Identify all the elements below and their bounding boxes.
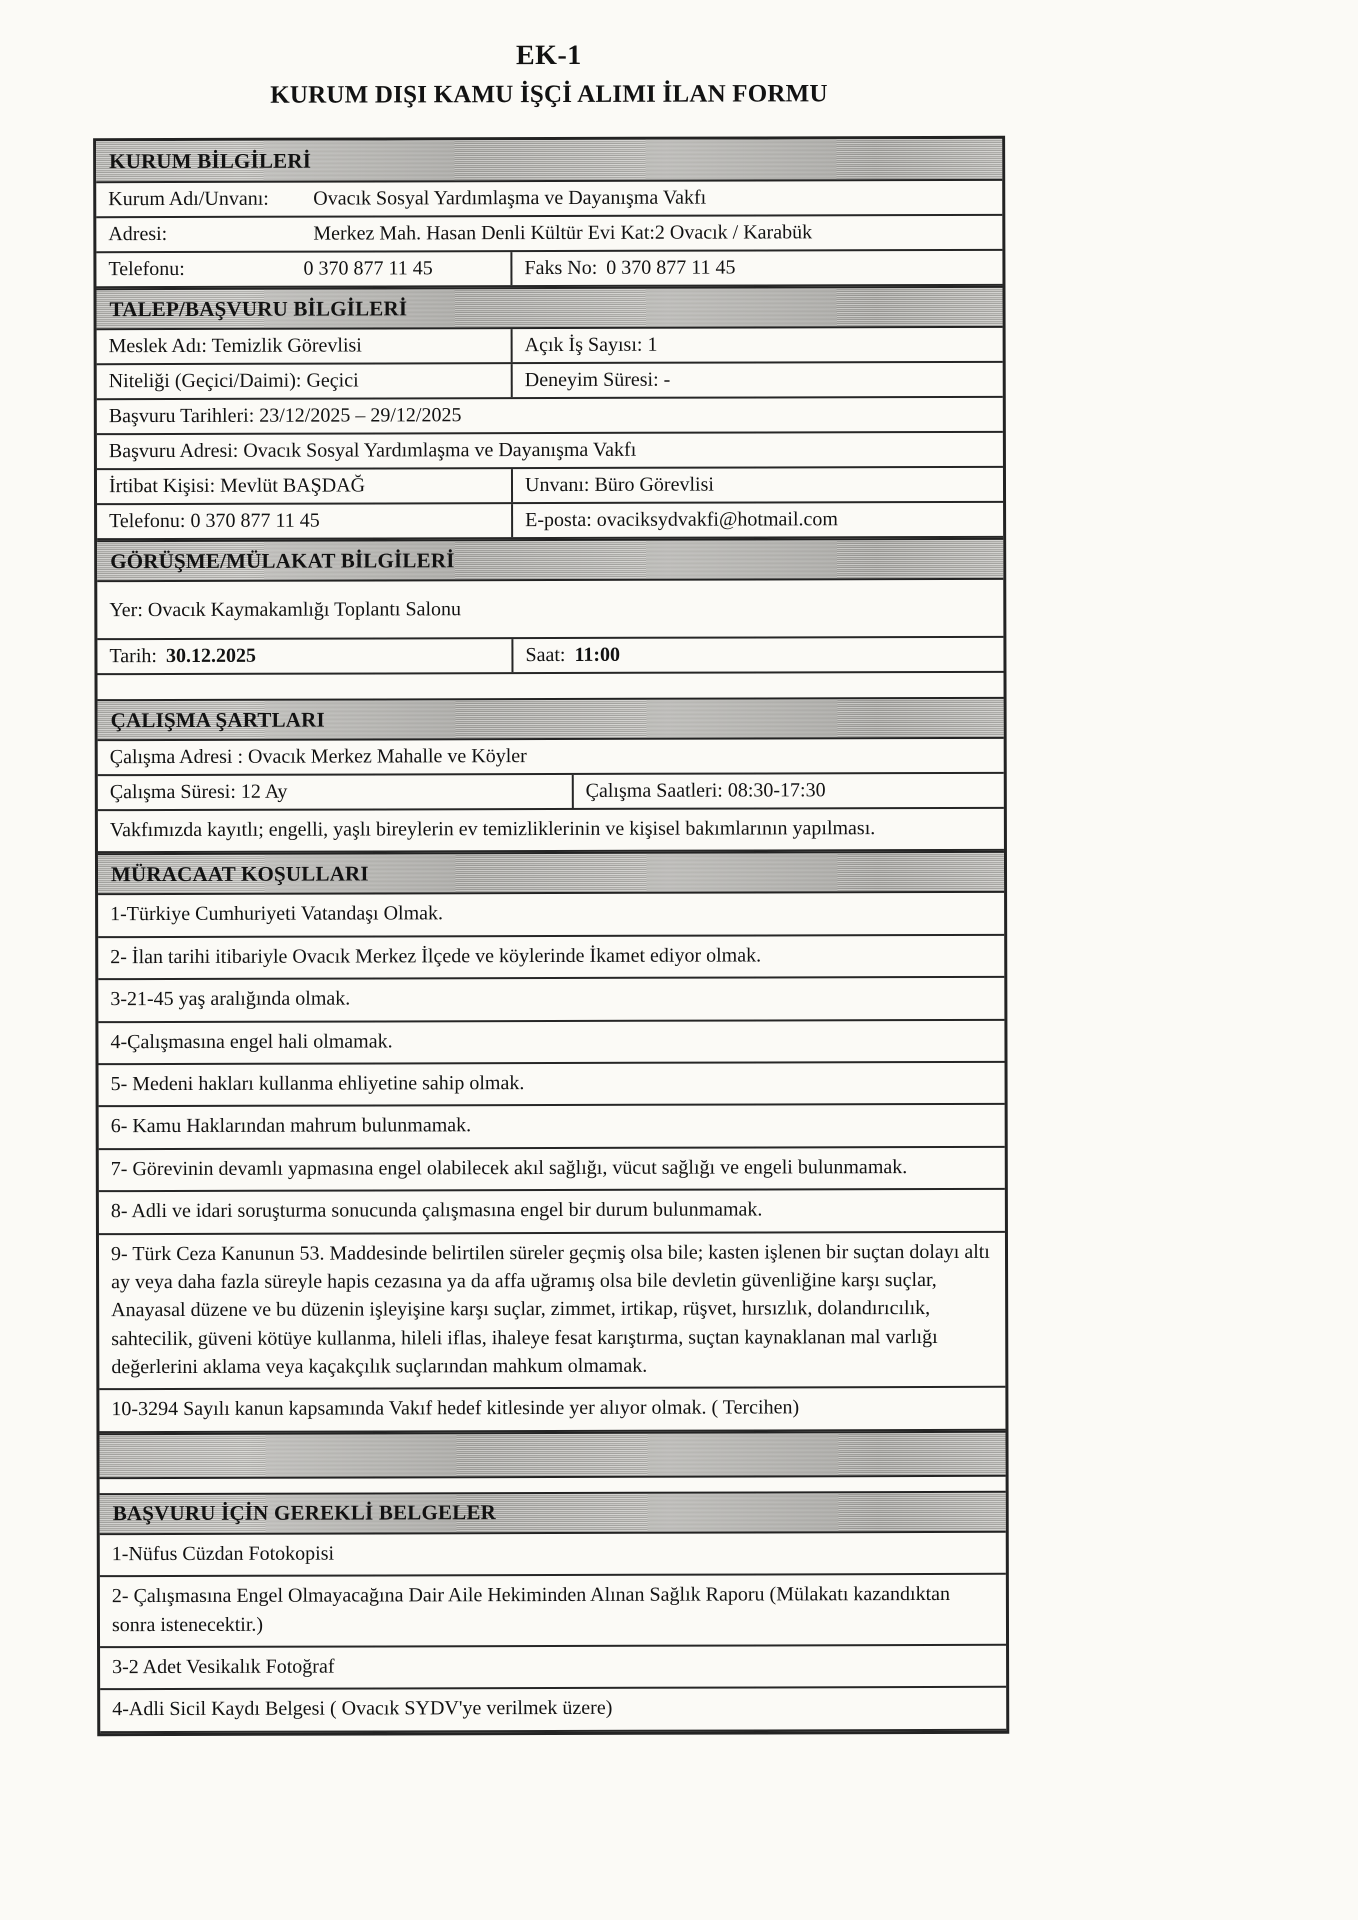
field-label: Faks No:: [524, 256, 598, 280]
list-item-text: 2- Çalışmasına Engel Olmayacağına Dair Aile Hekiminden Alınan Sağlık Raporu (Mülakatı kazandıktan sonra istenecektir.): [111, 1583, 951, 1636]
field-text: E-posta: ovaciksydvakfi@hotmail.com: [525, 508, 838, 532]
document-item-2: [100, 1575, 1006, 1648]
recruitment-form: [93, 0, 1010, 1736]
list-item-text: 4-Adli Sicil Kaydı Belgesi ( Ovacık SYDV'ye verilmek üzere): [112, 1697, 613, 1721]
document-item-1: [100, 1533, 1006, 1578]
row-meslek-acikis: [97, 328, 1003, 365]
row-telefon-faks: [96, 251, 1002, 288]
field-value: Merkez Mah. Hasan Denli Kültür Evi Kat:2 Ovacık / Karabük: [313, 221, 813, 245]
list-item-3: [98, 978, 1004, 1023]
row-nitelik-deneyim: [97, 363, 1003, 400]
section-header-gerekli-belgeler: [100, 1491, 1006, 1535]
row-is-tanimi: [98, 809, 1004, 854]
list-item-10: [99, 1388, 1005, 1433]
field-text: Başvuru Tarihleri: 23/12/2025 – 29/12/2025: [108, 404, 462, 428]
list-item-7: [99, 1148, 1005, 1193]
list-item-1: [98, 893, 1004, 938]
field-text: Meslek Adı: Temizlik Görevlisi: [108, 334, 362, 358]
field-text: Niteliği (Geçici/Daimi): Geçici: [108, 369, 359, 393]
field-text: Açık İş Sayısı: 1: [524, 333, 658, 357]
section-header-label: KURUM BİLGİLERİ: [109, 148, 312, 173]
field-label: Kurum Adı/Unvanı:: [108, 187, 269, 211]
field-value: 0 370 877 11 45: [303, 257, 433, 280]
row-telefon-eposta: [97, 503, 1003, 540]
section-header-label: TALEP/BAŞVURU BİLGİLERİ: [109, 295, 408, 321]
document-item-3: [100, 1646, 1006, 1691]
list-item-text: 4-Çalışmasına engel hali olmamak.: [110, 1029, 393, 1053]
field-text: İrtibat Kişisi: Mevlüt BAŞDAĞ: [108, 474, 366, 498]
cell-deneyim: [511, 363, 1003, 397]
field-text: Telefonu: 0 370 877 11 45: [109, 509, 320, 533]
field-text: Çalışma Süresi: 12 Ay: [109, 780, 288, 804]
list-item-text: 2- İlan tarihi itibariyle Ovacık Merkez İlçede ve köylerinde İkamet ediyor olmak.: [110, 944, 762, 968]
document-item-4: [100, 1688, 1006, 1733]
row-kurum-adi: [96, 181, 1002, 218]
section-header-label: MÜRACAAT KOŞULLARI: [110, 861, 369, 887]
field-label: Tarih:: [109, 645, 157, 668]
list-item-8: [99, 1190, 1005, 1235]
field-value: 11:00: [574, 643, 621, 666]
field-text: Çalışma Adresi : Ovacık Merkez Mahalle ve Köyler: [109, 745, 527, 769]
cell-calisma-saatleri: [572, 774, 1004, 808]
list-item-text: 8- Adli ve idari soruşturma sonucunda çalışmasına engel bir durum bulunmamak.: [110, 1198, 763, 1223]
field-label: Adresi:: [108, 223, 168, 246]
cell-meslek: [97, 329, 511, 363]
field-label: Saat:: [525, 643, 566, 667]
blank-row: [97, 673, 1003, 699]
list-item-4: [98, 1020, 1004, 1065]
list-item-text: 1-Türkiye Cumhuriyeti Vatandaşı Olmak.: [110, 902, 444, 926]
row-basvuru-adresi: [97, 433, 1003, 470]
list-item-2: [98, 936, 1004, 981]
list-item-text: 10-3294 Sayılı kanun kapsamında Vakıf hedef kitlesinde yer alıyor olmak. ( Tercihen): [111, 1396, 800, 1421]
row-calisma-adresi: [98, 739, 1004, 776]
field-text: Vakfımızda kayıtlı; engelli, yaşlı bireylerin ev temizliklerinin ve kişisel bakımlarının yapılması.: [109, 817, 876, 842]
row-yer: [97, 580, 1003, 640]
list-item-text: 1-Nüfus Cüzdan Fotokopisi: [111, 1542, 335, 1566]
row-basvuru-tarihleri: [97, 398, 1003, 435]
page-title: KURUM DIŞI KAMU İŞÇİ ALIMI İLAN FORMU: [270, 80, 828, 109]
list-item-text: 6- Kamu Haklarından mahrum bulunmamak.: [110, 1114, 472, 1138]
section-header-label: GÖRÜŞME/MÜLAKAT BİLGİLERİ: [110, 547, 455, 573]
form-table: [93, 136, 1009, 1736]
row-sure-saatler: [98, 774, 1004, 811]
form-code: EK-1: [515, 39, 582, 72]
section-header-talep-basvuru: [96, 286, 1002, 330]
cell-unvan: [511, 468, 1003, 502]
cell-calisma-suresi: [98, 775, 572, 809]
cell-saat: [511, 638, 1003, 672]
row-irtibat-unvan: [97, 468, 1003, 505]
list-item-text: 9- Türk Ceza Kanunun 53. Maddesinde belirtilen süreler geçmiş olsa bile; kasten işlenen bir suçtan dolayı altı ay veya daha fazla süreyle hapis cezasına ya da affa uğramış olsa bile devletin güvenliğine karşı suçlar, Anayasal düzene ve bu düzenin işleyişine karşı suçlar, zimmet, irtikap, rüşvet, hırsızlık, dolandırıcılık, sahtecilik, güveni kötüye kullanma, hileli iflas, ihaleye fesat karıştırma, suçtan kaynaklanan mal varlığı değerlerini aklama veya kaçakçılık suçlarından mahkum olmamak.: [110, 1240, 990, 1379]
section-header-gorusme-mulakat: [97, 538, 1003, 582]
list-item-5: [99, 1063, 1005, 1108]
list-item-text: 7- Görevinin devamlı yapmasına engel olabilecek akıl sağlığı, vücut sağlığı ve engeli bulunmamak.: [110, 1155, 908, 1180]
field-value: Ovacık Sosyal Yardımlaşma ve Dayanışma Vakfı: [313, 186, 707, 210]
separator-band: [99, 1431, 1005, 1479]
cell-telefon2: [97, 504, 511, 538]
cell-faks: [510, 251, 1002, 285]
section-header-kurum-bilgileri: [96, 139, 1002, 183]
cell-tarih: [97, 639, 511, 673]
field-text: Yer: Ovacık Kaymakamlığı Toplantı Salonu: [109, 597, 462, 621]
field-label: Telefonu:: [108, 257, 185, 281]
section-header-label: BAŞVURU İÇİN GEREKLİ BELGELER: [112, 1500, 497, 1526]
field-text: Unvanı: Büro Görevlisi: [525, 473, 714, 497]
section-header-calisma-sartlari: [98, 697, 1004, 741]
list-item-6: [99, 1105, 1005, 1150]
cell-eposta: [511, 503, 1003, 537]
field-value: 30.12.2025: [165, 644, 256, 668]
list-item-text: 5- Medeni hakları kullanma ehliyetine sahip olmak.: [110, 1072, 525, 1096]
cell-telefon: [96, 252, 510, 286]
row-tarih-saat: [97, 638, 1003, 675]
list-item-9: [99, 1232, 1005, 1390]
field-text: Çalışma Saatleri: 08:30-17:30: [585, 779, 826, 802]
cell-acik-is: [511, 328, 1003, 362]
field-value: 0 370 877 11 45: [606, 256, 736, 279]
field-text: Başvuru Adresi: Ovacık Sosyal Yardımlaşma ve Dayanışma Vakfı: [108, 438, 637, 463]
cell-nitelik: [97, 364, 511, 398]
section-header-muracaat-kosullari: [98, 851, 1004, 895]
list-item-text: 3-2 Adet Vesikalık Fotoğraf: [112, 1655, 335, 1679]
field-text: Deneyim Süresi: -: [524, 368, 671, 392]
cell-irtibat: [97, 469, 511, 503]
row-adresi: [96, 216, 1002, 253]
list-item-text: 3-21-45 yaş aralığında olmak.: [110, 987, 351, 1011]
section-header-label: ÇALIŞMA ŞARTLARI: [110, 707, 325, 732]
